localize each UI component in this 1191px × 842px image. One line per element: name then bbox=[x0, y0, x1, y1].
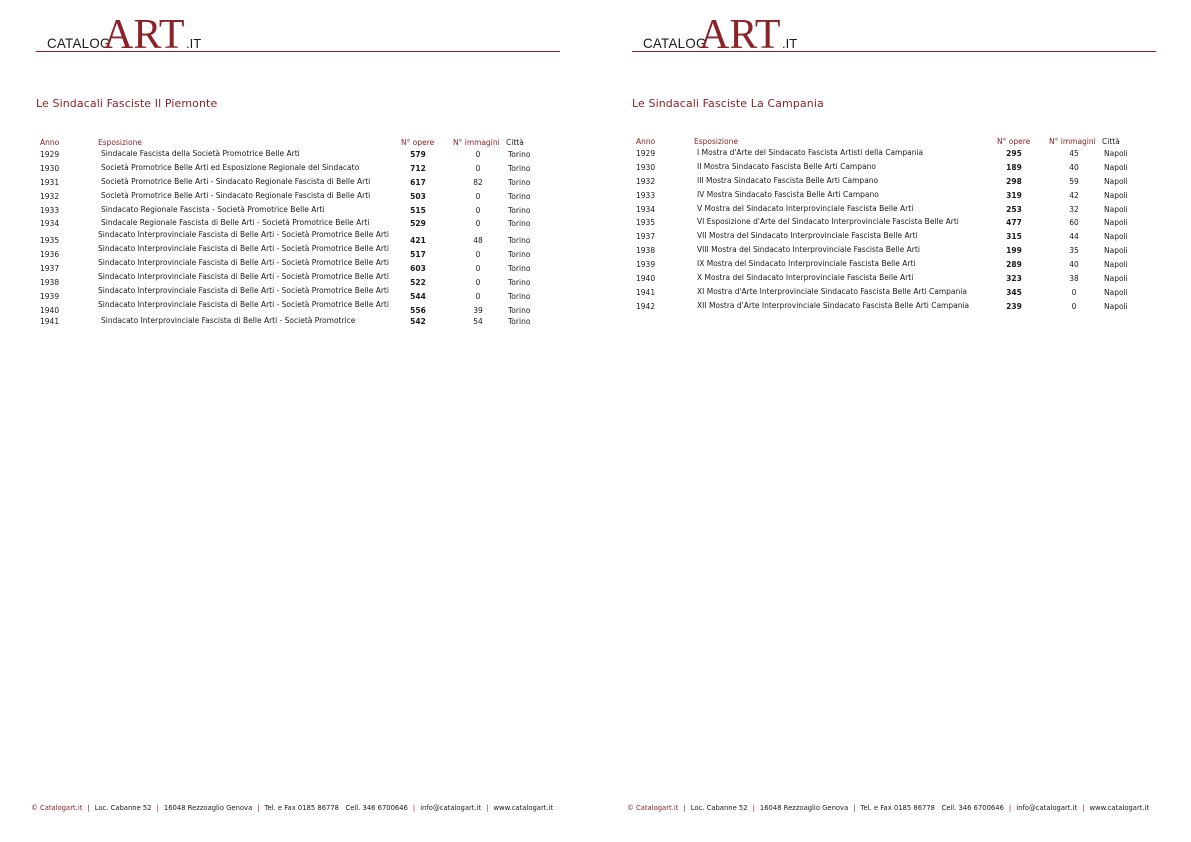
row-anno: 1932 bbox=[636, 176, 656, 186]
row-anno: 1939 bbox=[40, 291, 60, 301]
row-immagini: 0 bbox=[475, 150, 481, 159]
row-anno: 1940 bbox=[636, 274, 656, 284]
exhibitions-table bbox=[40, 138, 540, 331]
row-esposizione: VI Esposizione d'Arte del Sindacato Interprovinciale Fascista Belle Arti bbox=[697, 217, 959, 227]
logo-catalog-text: CATALOG bbox=[643, 35, 707, 51]
row-opere: 617 bbox=[410, 177, 426, 187]
table-row bbox=[636, 218, 1136, 232]
table-row bbox=[636, 246, 1136, 260]
row-anno: 1935 bbox=[636, 218, 656, 228]
row-opere: 515 bbox=[410, 205, 426, 215]
row-esposizione: Sindacato Interprovinciale Fascista di Belle Arti - Società Promotrice Belle Arti bbox=[98, 272, 389, 282]
row-opere: 323 bbox=[1006, 274, 1022, 284]
page-footer bbox=[627, 804, 1187, 812]
row-anno: 1939 bbox=[636, 260, 656, 270]
row-opere: 289 bbox=[1006, 260, 1022, 270]
footer-separator: | bbox=[87, 804, 90, 812]
row-opere: 253 bbox=[1006, 204, 1022, 214]
table-row bbox=[636, 191, 1136, 205]
table-row bbox=[636, 163, 1136, 177]
row-esposizione: XII Mostra d'Arte Interprovinciale Sindacato Fascista Belle Arti Campania bbox=[697, 300, 970, 310]
row-immagini: 54 bbox=[473, 316, 483, 326]
table-row bbox=[40, 192, 540, 206]
row-citta: Torino bbox=[508, 278, 531, 288]
row-opere: 189 bbox=[1006, 162, 1022, 172]
row-immagini: 0 bbox=[475, 278, 481, 288]
row-esposizione: III Mostra Sindacato Fascista Belle Arti Campano bbox=[697, 175, 879, 185]
row-immagini: 32 bbox=[1069, 204, 1079, 214]
row-opere: 517 bbox=[410, 250, 426, 260]
row-opere: 603 bbox=[410, 264, 426, 274]
row-citta: Torino bbox=[508, 163, 531, 173]
footer-copyright: © Catalogart.it bbox=[627, 804, 679, 812]
footer-web-link[interactable]: www.catalogart.it bbox=[493, 804, 554, 812]
table-row bbox=[636, 232, 1136, 246]
row-immagini: 44 bbox=[1069, 232, 1079, 242]
header-citta: Città bbox=[1102, 137, 1120, 146]
row-esposizione: Sindacato Interprovinciale Fascista di Belle Arti - Società Promotrice Belle Arti bbox=[98, 299, 389, 309]
row-opere: 556 bbox=[410, 305, 426, 315]
row-esposizione: VII Mostra del Sindacato Interprovinciale Fascista Belle Arti bbox=[697, 231, 918, 241]
row-anno: 1935 bbox=[40, 236, 60, 246]
row-opere: 295 bbox=[1006, 149, 1022, 158]
page-piemonte bbox=[0, 0, 595, 842]
row-esposizione: Sindacato Interprovinciale Fascista di Belle Arti - Società Promotrice Belle Arti bbox=[98, 230, 389, 240]
row-esposizione: II Mostra Sindacato Fascista Belle Arti Campano bbox=[697, 161, 876, 171]
logo-tld-text: .IT bbox=[186, 36, 202, 51]
table-row bbox=[636, 149, 1136, 163]
row-opere: 477 bbox=[1006, 218, 1022, 228]
row-citta: Napoli bbox=[1104, 162, 1128, 172]
table-row bbox=[636, 260, 1136, 274]
row-anno: 1933 bbox=[636, 190, 656, 200]
header-anno: Anno bbox=[40, 138, 60, 147]
header-esposizione: Esposizione bbox=[694, 137, 738, 146]
row-esposizione: Sindacato Interprovinciale Fascista di Belle Arti - Società Promotrice Belle Arti bbox=[98, 285, 389, 295]
logo-catalog-text: CATALOG bbox=[47, 35, 111, 51]
row-esposizione: IV Mostra Sindacato Fascista Belle Arti Campano bbox=[697, 189, 879, 199]
row-citta: Torino bbox=[508, 264, 531, 274]
row-esposizione: Sindacato Interprovinciale Fascista di Belle Arti - Società Promotrice bbox=[101, 315, 356, 325]
row-citta: Napoli bbox=[1104, 274, 1128, 284]
row-anno: 1930 bbox=[40, 163, 60, 173]
logo-art-text: ART bbox=[103, 12, 185, 58]
footer-email-link[interactable]: info@catalogart.it bbox=[1016, 804, 1078, 812]
row-immagini: 0 bbox=[1071, 301, 1077, 311]
row-anno: 1937 bbox=[636, 232, 656, 242]
row-esposizione: Società Promotrice Belle Arti ed Esposizione Regionale del Sindacato bbox=[101, 162, 360, 172]
row-anno: 1929 bbox=[636, 149, 656, 158]
row-anno: 1929 bbox=[40, 150, 60, 159]
footer-separator: | bbox=[853, 804, 856, 812]
row-esposizione: Sindacato Interprovinciale Fascista di Belle Arti - Società Promotrice Belle Arti bbox=[98, 258, 389, 268]
row-immagini: 42 bbox=[1069, 190, 1079, 200]
table-row bbox=[40, 317, 540, 331]
row-citta: Torino bbox=[508, 250, 531, 260]
row-citta: Napoli bbox=[1104, 149, 1128, 158]
page-title: Le Sindacali Fasciste Il Piemonte bbox=[36, 97, 218, 110]
page-campania bbox=[596, 0, 1191, 842]
row-opere: 345 bbox=[1006, 287, 1022, 297]
row-esposizione: V Mostra del Sindacato Interprovinciale Fascista Belle Arti bbox=[697, 203, 914, 213]
table-row bbox=[636, 205, 1136, 219]
row-citta: Torino bbox=[508, 191, 531, 201]
row-immagini: 0 bbox=[475, 219, 481, 229]
row-opere: 298 bbox=[1006, 176, 1022, 186]
header-citta: Città bbox=[506, 138, 524, 147]
row-citta: Napoli bbox=[1104, 232, 1128, 242]
row-citta: Napoli bbox=[1104, 287, 1128, 297]
row-immagini: 0 bbox=[1071, 287, 1077, 297]
row-esposizione: Sindacato Interprovinciale Fascista di Belle Arti - Società Promotrice Belle Arti bbox=[98, 244, 389, 254]
footer-separator: | bbox=[156, 804, 159, 812]
header-rule bbox=[632, 51, 1156, 52]
catalogart-logo bbox=[632, 10, 1156, 58]
row-opere: 239 bbox=[1006, 301, 1022, 311]
row-immagini: 0 bbox=[475, 291, 481, 301]
header-opere: N° opere bbox=[401, 138, 435, 147]
row-anno: 1938 bbox=[636, 246, 656, 256]
logo-tld-text: .IT bbox=[782, 36, 798, 51]
row-opere: 503 bbox=[410, 191, 426, 201]
row-anno: 1934 bbox=[636, 204, 656, 214]
page-footer bbox=[31, 804, 591, 812]
exhibitions-table bbox=[636, 137, 1136, 316]
footer-separator: | bbox=[1008, 804, 1012, 812]
row-opere: 319 bbox=[1006, 190, 1022, 200]
header-immagini: N° immagini bbox=[1049, 137, 1096, 146]
row-citta: Torino bbox=[508, 316, 531, 326]
row-immagini: 39 bbox=[473, 305, 483, 315]
footer-copyright: © Catalogart.it bbox=[31, 804, 83, 812]
row-immagini: 0 bbox=[475, 163, 481, 173]
footer-phone: Tel. e Fax 0185 86778 Cell. 346 6700646 bbox=[264, 804, 408, 812]
row-citta: Torino bbox=[508, 305, 531, 315]
row-opere: 542 bbox=[410, 316, 426, 326]
row-citta: Torino bbox=[508, 219, 531, 229]
logo-art-text: ART bbox=[699, 12, 781, 58]
header-rule bbox=[36, 51, 560, 52]
row-immagini: 40 bbox=[1069, 260, 1079, 270]
table-row bbox=[40, 178, 540, 192]
row-esposizione: Sindacale Fascista della Società Promotrice Belle Arti bbox=[101, 149, 300, 158]
row-immagini: 82 bbox=[473, 177, 483, 187]
header-immagini: N° immagini bbox=[453, 138, 500, 147]
row-anno: 1931 bbox=[40, 177, 60, 187]
table-row bbox=[40, 150, 540, 164]
table-row bbox=[40, 206, 540, 220]
table-row bbox=[636, 274, 1136, 288]
page-title: Le Sindacali Fasciste La Campania bbox=[632, 97, 824, 110]
footer-city: 16048 Rezzoaglio Genova bbox=[163, 804, 253, 812]
row-anno: 1932 bbox=[40, 191, 60, 201]
footer-web-link[interactable]: www.catalogart.it bbox=[1089, 804, 1150, 812]
row-immagini: 0 bbox=[475, 205, 481, 215]
row-opere: 579 bbox=[410, 150, 426, 159]
footer-address: Loc. Cabanne 52 bbox=[690, 804, 748, 812]
row-esposizione: Società Promotrice Belle Arti - Sindacato Regionale Fascista di Belle Arti bbox=[101, 176, 371, 186]
table-row bbox=[636, 177, 1136, 191]
row-citta: Torino bbox=[508, 150, 531, 159]
footer-separator: | bbox=[1082, 804, 1085, 812]
row-anno: 1940 bbox=[40, 305, 60, 315]
row-citta: Torino bbox=[508, 177, 531, 187]
footer-separator: | bbox=[752, 804, 755, 812]
row-esposizione: VIII Mostra del Sindacato Interprovinciale Fascista Belle Arti bbox=[697, 245, 920, 255]
row-opere: 544 bbox=[410, 291, 426, 301]
table-row bbox=[40, 164, 540, 178]
footer-separator: | bbox=[412, 804, 416, 812]
header-anno: Anno bbox=[636, 137, 656, 146]
row-esposizione: XI Mostra d'Arte Interprovinciale Sindacato Fascista Belle Arti Campania bbox=[697, 286, 967, 296]
table-row bbox=[636, 288, 1136, 302]
row-immagini: 40 bbox=[1069, 162, 1079, 172]
row-opere: 529 bbox=[410, 219, 426, 229]
row-immagini: 38 bbox=[1069, 274, 1079, 284]
row-esposizione: Sindacale Regionale Fascista di Belle Arti - Società Promotrice Belle Arti bbox=[101, 218, 370, 228]
row-anno: 1933 bbox=[40, 205, 60, 215]
table-row bbox=[40, 299, 540, 317]
row-immagini: 48 bbox=[473, 236, 483, 246]
row-anno: 1930 bbox=[636, 162, 656, 172]
row-immagini: 45 bbox=[1069, 149, 1079, 158]
header-opere: N° opere bbox=[997, 137, 1031, 146]
row-citta: Napoli bbox=[1104, 301, 1128, 311]
row-anno: 1941 bbox=[636, 287, 656, 297]
footer-email-link[interactable]: info@catalogart.it bbox=[420, 804, 482, 812]
row-anno: 1934 bbox=[40, 219, 60, 229]
table-body bbox=[636, 149, 1136, 316]
row-citta: Napoli bbox=[1104, 190, 1128, 200]
row-immagini: 0 bbox=[475, 264, 481, 274]
row-anno: 1942 bbox=[636, 301, 656, 311]
row-anno: 1936 bbox=[40, 250, 60, 260]
row-immagini: 35 bbox=[1069, 246, 1079, 256]
row-opere: 712 bbox=[410, 163, 426, 173]
footer-separator: | bbox=[683, 804, 686, 812]
catalogart-logo bbox=[36, 10, 560, 58]
footer-separator: | bbox=[486, 804, 489, 812]
row-immagini: 0 bbox=[475, 250, 481, 260]
footer-address: Loc. Cabanne 52 bbox=[94, 804, 152, 812]
row-opere: 421 bbox=[410, 236, 426, 246]
table-body bbox=[40, 150, 540, 331]
footer-phone: Tel. e Fax 0185 86778 Cell. 346 6700646 bbox=[860, 804, 1004, 812]
row-citta: Torino bbox=[508, 236, 531, 246]
row-esposizione: IX Mostra del Sindacato Interprovinciale Fascista Belle Arti bbox=[697, 259, 916, 269]
row-citta: Torino bbox=[508, 205, 531, 215]
row-esposizione: X Mostra del Sindacato Interprovinciale Fascista Belle Arti bbox=[697, 273, 914, 283]
table-row bbox=[636, 302, 1136, 316]
row-citta: Napoli bbox=[1104, 246, 1128, 256]
row-citta: Napoli bbox=[1104, 260, 1128, 270]
row-opere: 315 bbox=[1006, 232, 1022, 242]
row-opere: 199 bbox=[1006, 246, 1022, 256]
row-opere: 522 bbox=[410, 278, 426, 288]
row-esposizione: Società Promotrice Belle Arti - Sindacato Regionale Fascista di Belle Arti bbox=[101, 190, 371, 200]
row-anno: 1937 bbox=[40, 264, 60, 274]
row-esposizione: I Mostra d'Arte del Sindacato Fascista Artisti della Campania bbox=[697, 148, 924, 157]
row-immagini: 60 bbox=[1069, 218, 1079, 228]
row-anno: 1941 bbox=[40, 316, 60, 326]
row-esposizione: Sindacato Regionale Fascista - Società Promotrice Belle Arti bbox=[101, 204, 325, 214]
row-citta: Napoli bbox=[1104, 204, 1128, 214]
row-citta: Napoli bbox=[1104, 176, 1128, 186]
row-immagini: 59 bbox=[1069, 176, 1079, 186]
row-immagini: 0 bbox=[475, 191, 481, 201]
row-anno: 1938 bbox=[40, 278, 60, 288]
row-citta: Napoli bbox=[1104, 218, 1128, 228]
footer-separator: | bbox=[257, 804, 260, 812]
header-esposizione: Esposizione bbox=[98, 138, 142, 147]
footer-city: 16048 Rezzoaglio Genova bbox=[759, 804, 849, 812]
row-citta: Torino bbox=[508, 291, 531, 301]
